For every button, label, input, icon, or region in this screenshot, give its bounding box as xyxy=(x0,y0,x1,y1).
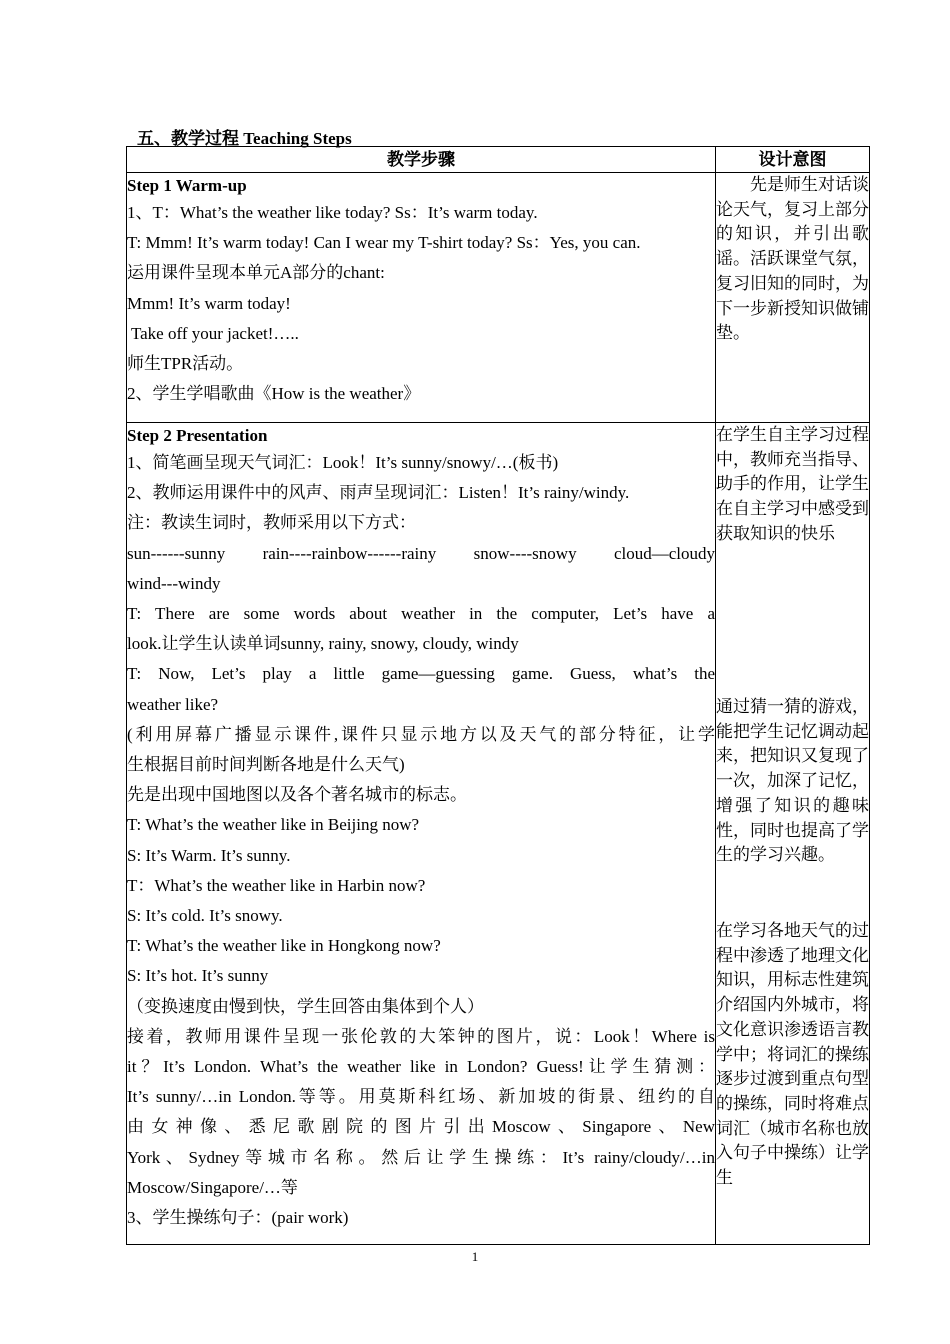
step1-title: Step 1 Warm-up xyxy=(127,176,247,195)
step2-intent-text-1: 在学生自主学习过程中，教师充当指导、助手的作用，让学生在自主学习中感受到获取知识的快乐 xyxy=(716,425,869,543)
step2-line: look.让学生认读单词sunny, rainy, snowy, cloudy, windy xyxy=(127,634,519,654)
step1-content xyxy=(127,173,716,423)
step2-line: T: There are some words about weather in the computer, Let’s have a xyxy=(127,604,715,624)
step2-line: Moscow/Singapore/…等 xyxy=(127,1177,298,1197)
step1-intent-text: 先是师生对话谈论天气，复习上部分的知识，并引出歌谣。活跃课堂气氛，复习旧知的同时，为下一步新授知识做铺垫。 xyxy=(716,175,869,343)
step1-intent xyxy=(716,173,870,423)
step2-line: 3、学生操练句子：(pair work) xyxy=(127,1208,349,1228)
step2-line: wind---windy xyxy=(127,573,221,593)
step2-line: York、Sydney等城市名称。然后让学生操练：It’s rainy/cloudy/…in xyxy=(127,1147,715,1167)
table-header-row xyxy=(127,147,870,173)
section-title: 五、教学过程 Teaching Steps xyxy=(137,129,352,148)
step2-line: 1、简笔画呈现天气词汇：Look！It’s sunny/snowy/…(板书) xyxy=(127,453,559,472)
step2-line: weather like? xyxy=(127,694,219,714)
step2-line: 注：教读生词时，教师采用以下方式： xyxy=(127,513,416,533)
step2-content xyxy=(127,423,716,1245)
step2-title: Step 2 Presentation xyxy=(127,426,268,445)
step1-line: Mmm! It’s warm today! xyxy=(127,293,291,313)
step2-line: S: It’s hot. It’s sunny xyxy=(127,966,269,986)
step2-intent xyxy=(716,423,870,1245)
step2-line: （变换速度由慢到快，学生回答由集体到个人） xyxy=(127,996,484,1016)
step2-line: T：What’s the weather like in Harbin now? xyxy=(127,875,426,895)
step1-line: 师生TPR活动。 xyxy=(127,354,244,374)
step2-line: It’s sunny/…in London.等等。用莫斯科红场、新加坡的街景、纽约的自 xyxy=(127,1087,715,1107)
step2-line: (利用屏幕广播显示课件,课件只显示地方以及天气的部分特征，让学 xyxy=(127,724,715,744)
step2-line: S: It’s cold. It’s snowy. xyxy=(127,906,283,926)
table-row-step1 xyxy=(127,173,870,423)
step2-line: it？It’s London. What’s the weather like in London? Guess!让学生猜测： xyxy=(127,1057,715,1077)
step1-line: 2、学生学唱歌曲《How is the weather》 xyxy=(127,384,421,404)
step2-line: 先是出现中国地图以及各个著名城市的标志。 xyxy=(127,785,467,805)
header-steps: 教学步骤 xyxy=(127,147,716,173)
step1-line: 运用课件呈现本单元A部分的chant: xyxy=(127,263,385,283)
step1-line: 1、T：What’s the weather like today? Ss：It’s warm today. xyxy=(127,203,538,222)
step2-line: T: Now, Let’s play a little game—guessing game. Guess, what’s the xyxy=(127,664,715,684)
step2-line: 接着，教师用课件呈现一张伦敦的大笨钟的图片，说：Look！Where is xyxy=(127,1026,715,1046)
header-intent: 设计意图 xyxy=(716,147,870,173)
teaching-steps-table xyxy=(126,146,870,1245)
step2-line: T: What’s the weather like in Beijing now? xyxy=(127,815,420,835)
step1-line: T: Mmm! It’s warm today! Can I wear my T-shirt today? Ss：Yes, you can. xyxy=(127,233,641,253)
step2-line: S: It’s Warm. It’s sunny. xyxy=(127,845,291,865)
step2-intent-text-3: 在学习各地天气的过程中渗透了地理文化知识，用标志性建筑介绍国内外城市，将文化意识渗透语言教学中；将词汇的操练逐步过渡到重点句型的操练，同时将难点词汇（城市名称也放入句子中操练）让学生 xyxy=(716,921,869,1188)
page-number: 1 xyxy=(471,1249,479,1264)
step2-intent-text-2: 通过猜一猜的游戏，能把学生记忆调动起来，把知识又复现了一次，加深了记忆，增强了知识的趣味性，同时也提高了学生的学习兴趣。 xyxy=(716,697,869,865)
step2-line: sun------sunny rain----rainbow------rainy snow----snowy cloud—cloudy xyxy=(127,543,715,563)
step1-line: Take off your jacket!….. xyxy=(127,323,299,343)
step2-line: T: What’s the weather like in Hongkong now? xyxy=(127,936,441,956)
step2-line: 生根据目前时间判断各地是什么天气) xyxy=(127,755,405,775)
table-row-step2 xyxy=(127,423,870,1245)
step2-line: 由女神像、悉尼歌剧院的图片引出Moscow、Singapore、New xyxy=(127,1117,715,1137)
step2-line: 2、教师运用课件中的风声、雨声呈现词汇：Listen！It’s rainy/windy. xyxy=(127,483,630,503)
